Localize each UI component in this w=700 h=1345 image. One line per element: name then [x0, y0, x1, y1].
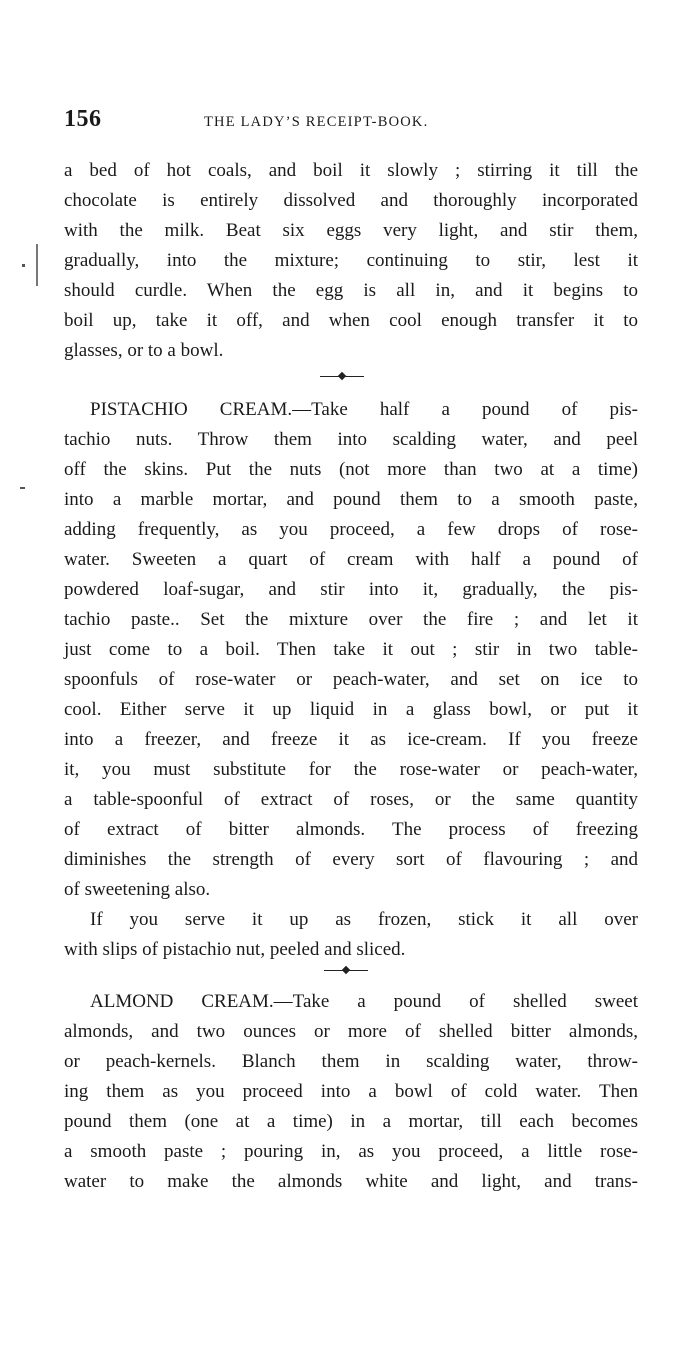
text-line: almonds, and two ounces or more of shelled bitter almonds,	[64, 1021, 638, 1042]
recipe-heading-line: ALMOND CREAM.—Take a pound of shelled sweet	[90, 991, 638, 1012]
text-line: a table-spoonful of extract of roses, or the same quantity	[64, 789, 638, 810]
text-line: with the milk. Beat six eggs very light, and stir them,	[64, 220, 638, 241]
text-line: or peach-kernels. Blanch them in scalding water, throw-	[64, 1051, 638, 1072]
text-line: just come to a boil. Then take it out ; stir in two table-	[64, 639, 638, 660]
text-line: pound them (one at a time) in a mortar, till each becomes	[64, 1111, 638, 1132]
text-line: of extract of bitter almonds. The process of freezing	[64, 819, 638, 840]
text-line: glasses, or to a bowl.	[64, 340, 224, 361]
page-header	[64, 106, 638, 136]
page-body	[64, 156, 638, 366]
text-line: should curdle. When the egg is all in, and it begins to	[64, 280, 638, 301]
text-line: tachio paste.. Set the mixture over the fire ; and let it	[64, 609, 638, 630]
text-line: with slips of pistachio nut, peeled and sliced.	[64, 939, 406, 960]
text-line: ing them as you proceed into a bowl of cold water. Then	[64, 1081, 638, 1102]
recipe-heading-line: PISTACHIO CREAM.—Take half a pound of pis-	[90, 399, 638, 420]
text-line: adding frequently, as you proceed, a few drops of rose-	[64, 519, 638, 540]
text-line: cool. Either serve it up liquid in a glass bowl, or put it	[64, 699, 638, 720]
text-line: into a freezer, and freeze it as ice-cream. If you freeze	[64, 729, 638, 750]
section-separator	[324, 964, 368, 976]
text-line: chocolate is entirely dissolved and thoroughly incorporated	[64, 190, 638, 211]
text-line: If you serve it up as frozen, stick it all over	[90, 909, 638, 930]
text-line: powdered loaf-sugar, and stir into it, gradually, the pis-	[64, 579, 638, 600]
text-line: tachio nuts. Throw them into scalding water, and peel	[64, 429, 638, 450]
text-line: into a marble mortar, and pound them to a smooth paste,	[64, 489, 638, 510]
almond-cream-section	[64, 987, 638, 1197]
margin-mark	[22, 264, 25, 267]
text-line: of sweetening also.	[64, 879, 211, 900]
pistachio-cream-section	[64, 395, 638, 965]
text-line: spoonfuls of rose-water or peach-water, and set on ice to	[64, 669, 638, 690]
margin-mark	[20, 487, 25, 489]
text-line: diminishes the strength of every sort of flavouring ; and	[64, 849, 638, 870]
text-line: a bed of hot coals, and boil it slowly ; stirring it till the	[64, 160, 638, 181]
text-line: boil up, take it off, and when cool enough transfer it to	[64, 310, 638, 331]
section-separator	[320, 370, 364, 382]
text-line: water to make the almonds white and light, and trans-	[64, 1171, 638, 1192]
running-title: THE LADY’S RECEIPT-BOOK.	[204, 114, 429, 130]
text-line: off the skins. Put the nuts (not more than two at a time)	[64, 459, 638, 480]
paragraph-chocolate-end	[64, 156, 638, 366]
text-line: a smooth paste ; pouring in, as you proceed, a little rose-	[64, 1141, 638, 1162]
text-line: it, you must substitute for the rose-water or peach-water,	[64, 759, 638, 780]
margin-mark	[36, 244, 38, 286]
text-line: water. Sweeten a quart of cream with half a pound of	[64, 549, 638, 570]
text-line: gradually, into the mixture; continuing to stir, lest it	[64, 250, 638, 271]
page-number: 156	[64, 106, 102, 132]
